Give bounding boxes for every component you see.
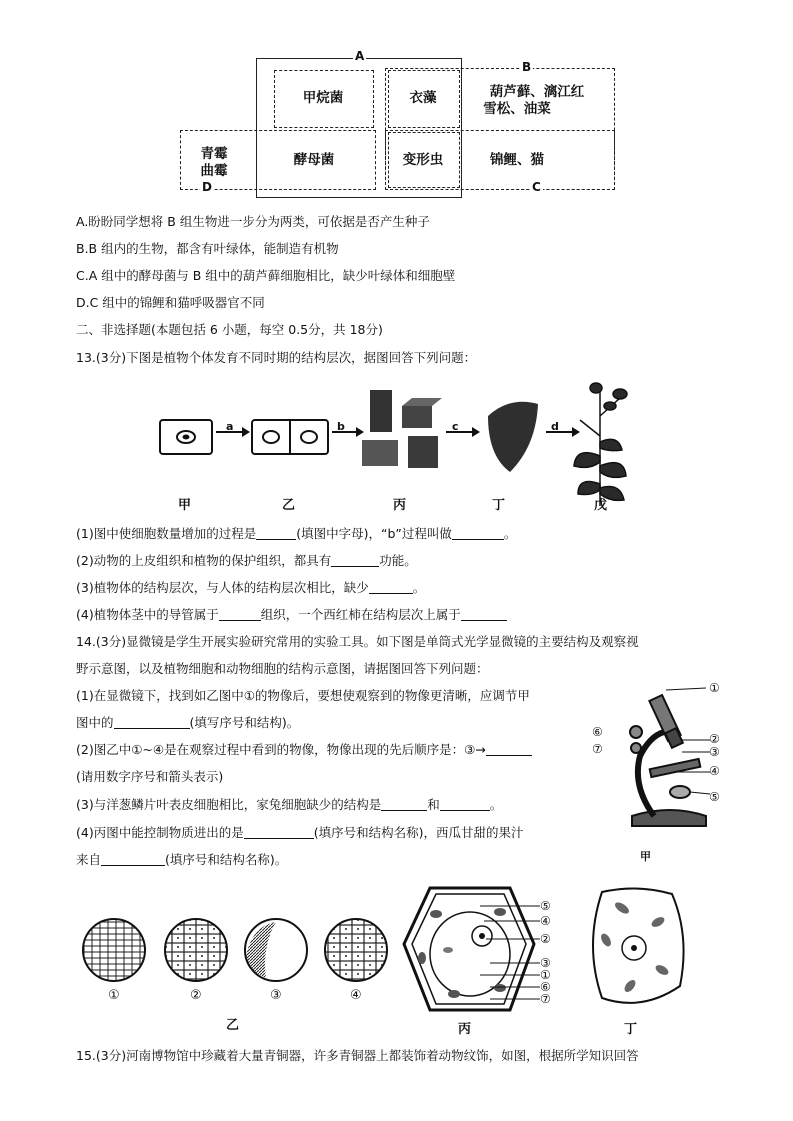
arrow-label-c: c [452, 420, 459, 433]
plant-label-5: ⑤ [540, 899, 551, 913]
arrow-label-d: d [551, 420, 559, 433]
single-cell [160, 420, 212, 454]
caption-wu: 戊 [594, 498, 608, 513]
caption-jia: 甲 [178, 498, 192, 513]
plant-label-7: ⑦ [540, 992, 551, 1006]
q14-stem-1: 14.(3分)显微镜是学生开展实验研究常用的实验工具。如下图是单筒式光学显微镜的主要结构及观察视 [76, 634, 639, 649]
animal-cell-figure [582, 886, 692, 1014]
blank[interactable] [114, 716, 190, 729]
blank[interactable] [101, 853, 165, 866]
view-label-2: ② [190, 988, 202, 1003]
caption-yi: 乙 [282, 498, 296, 513]
whole-plant [574, 383, 627, 506]
q14-sub1-line2: 图中的 (填写序号和结构)。 [76, 715, 300, 730]
micro-label-5: ⑤ [709, 790, 720, 804]
blank[interactable] [256, 527, 296, 540]
q14-sub4-line2: 来自 (填序号和结构名称)。 [76, 852, 288, 867]
cell-methanogen: 甲烷菌 [302, 90, 344, 106]
blank[interactable] [331, 554, 379, 567]
plant-label-1: ① [540, 968, 551, 982]
q14-sub1-line1: (1)在显微镜下，找到如乙图中①的物像后，要想使观察到的物像更清晰，应调节甲 [76, 688, 530, 703]
blank[interactable] [244, 826, 314, 839]
field-of-view-figure [76, 916, 396, 986]
cell-amoeba: 变形虫 [402, 152, 444, 168]
leaf-organ [488, 402, 538, 472]
q15-stem: 15.(3分)河南博物馆中珍藏着大量青铜器，许多青铜器上都装饰着动物纹饰，如图，根据所学知识回答 [76, 1048, 639, 1063]
q13-stem: 13.(3分)下图是植物个体发育不同时期的结构层次，据图回答下列问题： [76, 350, 477, 365]
option-a: A.盼盼同学想将 B 组生物进一步分为两类，可依据是否产生种子 [76, 214, 430, 229]
cell-plants-line2: 雪松、油菜 [483, 101, 551, 117]
plant-label-6: ⑥ [540, 980, 551, 994]
label-b: B [522, 60, 532, 74]
micro-label-3: ③ [709, 745, 720, 759]
cell-plants-line1: 葫芦藓、漓江红 [489, 84, 585, 100]
arrow-label-a: a [226, 420, 234, 433]
q13-sub4: (4)植物体茎中的导管属于 组织，一个西红柿在结构层次上属于 [76, 607, 507, 623]
section-heading: 二、非选择题(本题包括 6 小题，每空 0.5分，共 18分) [76, 322, 383, 337]
cell-animals: 锦鲤、猫 [490, 152, 544, 168]
caption-ding: 丁 [492, 498, 506, 513]
option-b: B.B 组内的生物，都含有叶绿体，能制造有机物 [76, 241, 339, 256]
plant-label-4: ④ [540, 914, 551, 928]
q14-sub3: (3)与洋葱鳞片叶表皮细胞相比，家兔细胞缺少的结构是 和 。 [76, 797, 503, 812]
q13-sub2: (2)动物的上皮组织和植物的保护组织，都具有 功能。 [76, 553, 417, 568]
view-label-4: ④ [350, 988, 362, 1003]
view-caption: 乙 [226, 1018, 240, 1033]
view-label-3: ③ [270, 988, 282, 1003]
q14-sub2-line1: (2)图乙中①~④是在观察过程中看到的物像，物像出现的先后顺序是：③→ [76, 742, 532, 758]
plant-label-2: ② [540, 932, 551, 946]
caption-bing: 丙 [393, 498, 407, 513]
label-d: D [202, 180, 212, 194]
cell-chlamydomonas: 衣藻 [409, 90, 437, 106]
plant-cell-caption: 丙 [458, 1022, 472, 1037]
blank[interactable] [440, 798, 490, 811]
micro-label-4: ④ [709, 764, 720, 778]
animal-cell-caption: 丁 [624, 1022, 638, 1037]
micro-label-2: ② [709, 732, 720, 746]
micro-label-1: ① [709, 681, 720, 695]
blank[interactable] [486, 743, 532, 756]
option-d: D.C 组中的锦鲤和猫呼吸器官不同 [76, 295, 265, 310]
blank[interactable] [461, 608, 507, 621]
blank[interactable] [452, 527, 504, 540]
q13-sub3: (3)植物体的结构层次，与人体的结构层次相比，缺少 。 [76, 580, 426, 595]
cell-yeast: 酵母菌 [293, 152, 335, 168]
arrow-label-b: b [337, 420, 345, 433]
micro-label-6: ⑥ [592, 725, 603, 739]
q14-sub4-line1: (4)丙图中能控制物质进出的是 (填序号和结构名称)，西瓜甘甜的果汁 [76, 825, 524, 840]
view-label-1: ① [108, 988, 120, 1003]
view-circle-2 [165, 919, 227, 981]
plant-label-leaders [480, 900, 542, 1004]
q13-sub1: (1)图中使细胞数量增加的过程是 (填图中字母)，“b”过程叫做 。 [76, 526, 517, 541]
label-a: A [355, 49, 365, 63]
blank[interactable] [381, 798, 427, 811]
q14-sub2-line2: (请用数字序号和箭头表示) [76, 769, 224, 784]
blank[interactable] [369, 581, 413, 594]
micro-label-7: ⑦ [592, 742, 603, 756]
blank[interactable] [219, 608, 261, 621]
two-cells [252, 420, 328, 454]
tissues [362, 390, 442, 468]
view-circle-1 [83, 919, 145, 981]
view-circle-4 [325, 919, 387, 981]
plant-development-figure [150, 376, 630, 516]
option-c: C.A 组中的酵母菌与 B 组中的葫芦藓细胞相比，缺少叶绿体和细胞壁 [76, 268, 456, 283]
q14-stem-2: 野示意图，以及植物细胞和动物细胞的结构示意图，请据图回答下列问题： [76, 661, 489, 676]
label-c: C [532, 180, 541, 194]
cell-molds-line2: 曲霉 [200, 163, 228, 179]
micro-caption: 甲 [640, 850, 651, 863]
plant-label-3: ③ [540, 956, 551, 970]
cell-molds-line1: 青霉 [200, 146, 228, 162]
